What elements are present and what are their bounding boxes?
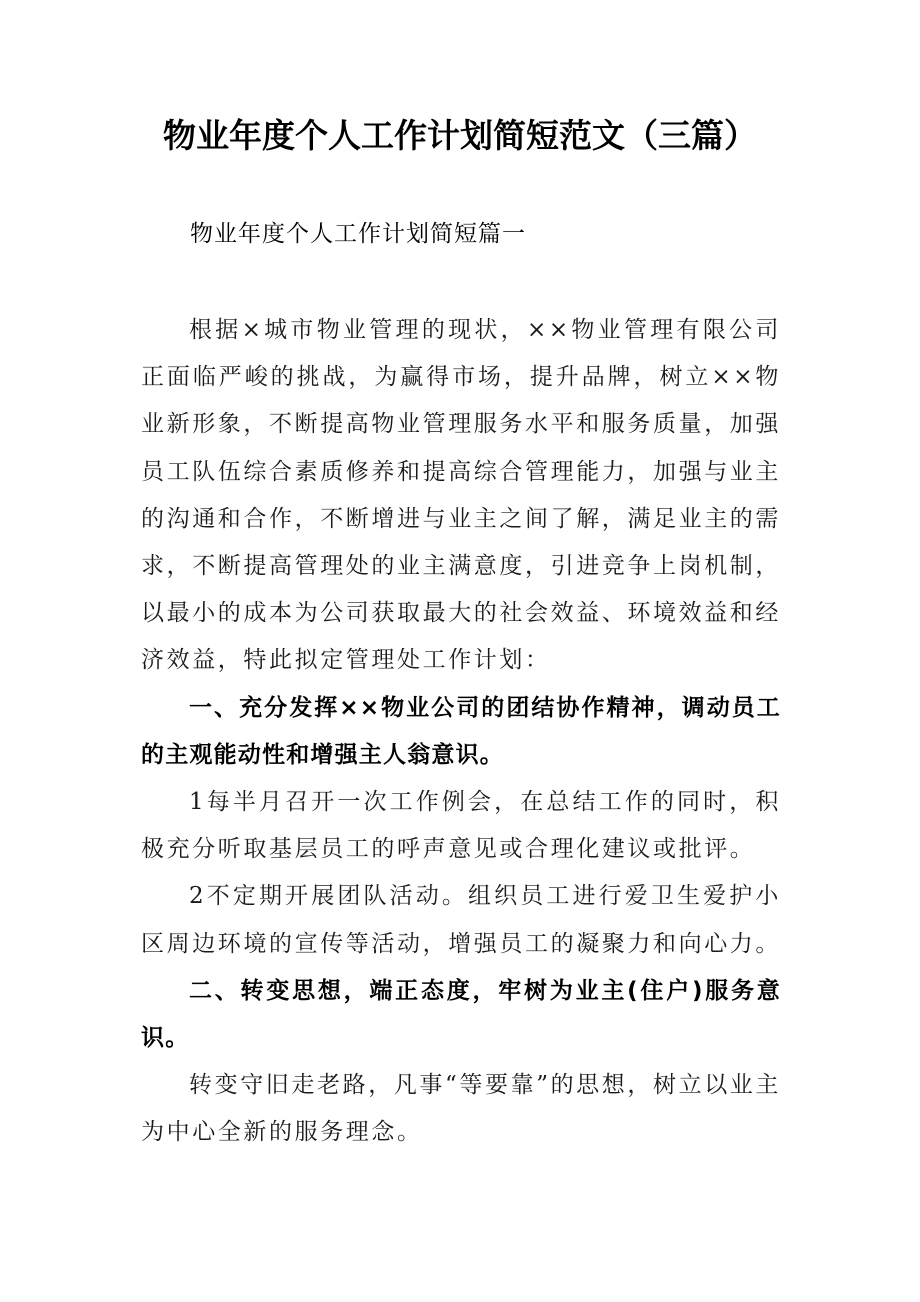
list-paragraph-2: 2不定期开展团队活动。组织员工进行爱卫生爱护小区周边环境的宣传等活动，增强员工的凝聚力和向心力。 bbox=[141, 883, 781, 957]
document-body bbox=[141, 307, 781, 1157]
body-paragraph: 转变守旧走老路，凡事“等要靠”的思想，树立以业主为中心全新的服务理念。 bbox=[141, 1072, 781, 1146]
section-subtitle: 物业年度个人工作计划简短篇一 bbox=[190, 221, 526, 247]
section-heading-1: 一、充分发挥××物业公司的团结协作精神，调动员工的主观能动性和增强主人翁意识。 bbox=[141, 694, 781, 768]
section-heading-2: 二、转变思想，端正态度，牢树为业主(住户)服务意识。 bbox=[141, 977, 781, 1052]
intro-paragraph: 根据×城市物业管理的现状，××物业管理有限公司正面临严峻的挑战，为赢得市场，提升品牌，树立××物业新形象，不断提高物业管理服务水平和服务质量，加强员工队伍综合素质修养和提高综合管理能力，加强与业主的沟通和合作，不断增进与业主之间了解，满足业主的需求，不断提高管理处的业主满意度，引进竞争上岗机制，以最小的成本为公司获取最大的社会效益、环境效益和经济效益，特此拟定管理处工作计划： bbox=[141, 317, 781, 674]
document-title: 物业年度个人工作计划简短范文（三篇） bbox=[163, 116, 757, 155]
list-paragraph-1: 1每半月召开一次工作例会，在总结工作的同时，积极充分听取基层员工的呼声意见或合理化建议或批评。 bbox=[141, 789, 781, 863]
